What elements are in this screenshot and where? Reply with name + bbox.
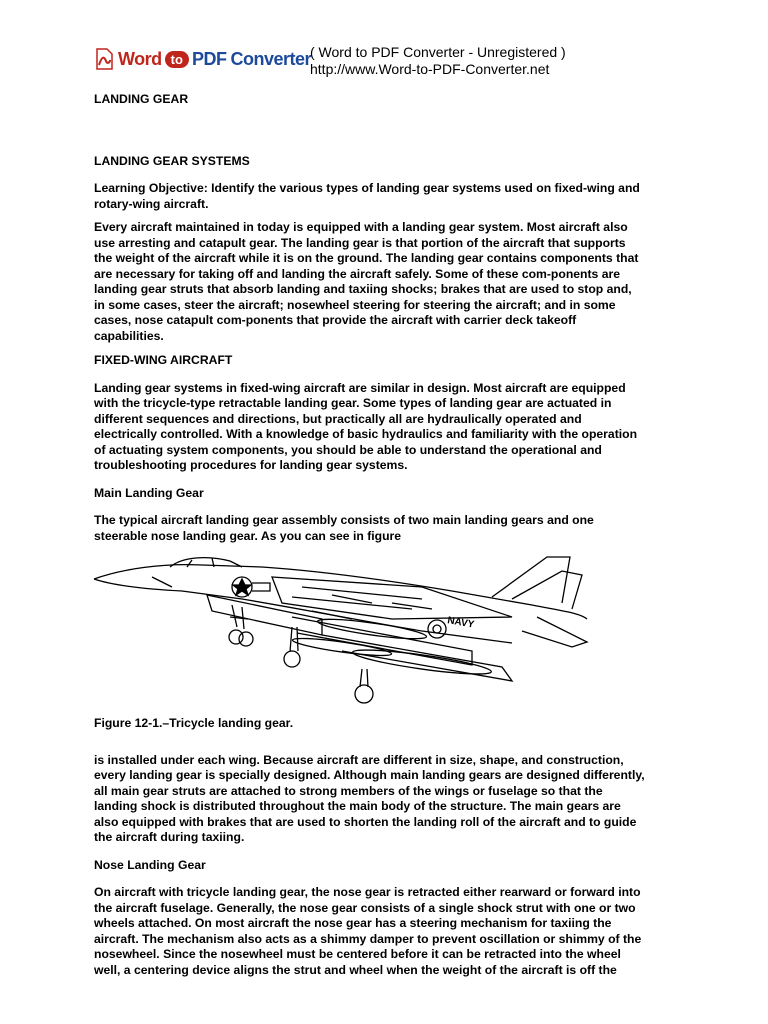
paragraph: The typical aircraft landing gear assembly consists of two main landing gears and one steerable nose landing gear. As you can see in figure (94, 513, 594, 543)
pdf-icon (94, 48, 114, 70)
section-heading: LANDING GEAR SYSTEMS (94, 153, 250, 168)
document-body (94, 92, 674, 978)
figure-caption: Figure 12-1.–Tricycle landing gear. (94, 716, 294, 730)
section-heading: Nose Landing Gear (94, 857, 206, 872)
converter-header (94, 44, 714, 84)
logo-to-badge: to (165, 51, 189, 68)
paragraph: is installed under each wing. Because aircraft are different in size, shape, and construction, every landing gear is specially designed. Although main landing gears are designed differently, all main gear struts are attached to strong members of the wings or fuselage so that the landing shock is distributed throughout the main body of the structure. The main gears are also equipped with brakes that are used to shorten the landing roll of the aircraft and to guide the aircraft during taxiing. (94, 752, 645, 844)
aircraft-illustration (92, 547, 592, 709)
converter-logo (94, 47, 309, 71)
learning-objective: Learning Objective: Identify the various types of landing gear systems used on fixed-wing and rotary-wing aircraft. (94, 181, 640, 211)
header-text (310, 44, 566, 78)
logo-pdf-text: PDF (191, 48, 227, 69)
navy-label: NAVY (446, 615, 476, 631)
logo-word-text: Word (118, 48, 162, 69)
paragraph: Every aircraft maintained in today is equipped with a landing gear system. Most aircraft also use arresting and catapult gear. The landing gear is that portion of the aircraft that supports the weight of the aircraft while it is on the ground. The landing gear contains components that are necessary for taking off and landing the aircraft safely. Some of these com-ponents are landing gear struts that absorb landing and taxiing shocks; brakes that are used to stop and, in some cases, steer the aircraft; nosewheel steering for steering the aircraft; and in some cases, nose catapult com-ponents that provide the aircraft with carrier deck takeoff capabilities. (94, 220, 639, 343)
unregistered-notice: ( Word to PDF Converter - Unregistered ) (310, 44, 566, 60)
paragraph: Landing gear systems in fixed-wing aircraft are similar in design. Most aircraft are equipped with the tricycle-type retractable landing gear. Some types of landing gear are actuated in different sequences and directions, but practically all are hydraulically operated and electrically controlled. With a knowledge of basic hydraulics and familiarity with the operation of actuating system components, you should be able to understand the operational and troubleshooting procedures for landing gear systems. (94, 380, 638, 472)
paragraph: On aircraft with tricycle landing gear, the nose gear is retracted either rearward or forward into the aircraft fuselage. Generally, the nose gear consists of a single shock strut with one or two wheels attached. On most aircraft the nose gear has a steering mechanism for taxiing the aircraft. The mechanism also acts as a shimmy damper to prevent oscillation or shimmy of the nosewheel. Since the nosewheel must be centered before it can be retracted into the wheel well, a centering device aligns the strut and wheel when the weight of the aircraft is off the (94, 885, 642, 977)
converter-url[interactable]: http://www.Word-to-PDF-Converter.net (310, 61, 550, 77)
section-heading: Main Landing Gear (94, 485, 204, 500)
section-heading: FIXED-WING AIRCRAFT (94, 353, 233, 367)
logo-converter-text: Converter (230, 48, 311, 69)
doc-title: LANDING GEAR (94, 92, 189, 106)
